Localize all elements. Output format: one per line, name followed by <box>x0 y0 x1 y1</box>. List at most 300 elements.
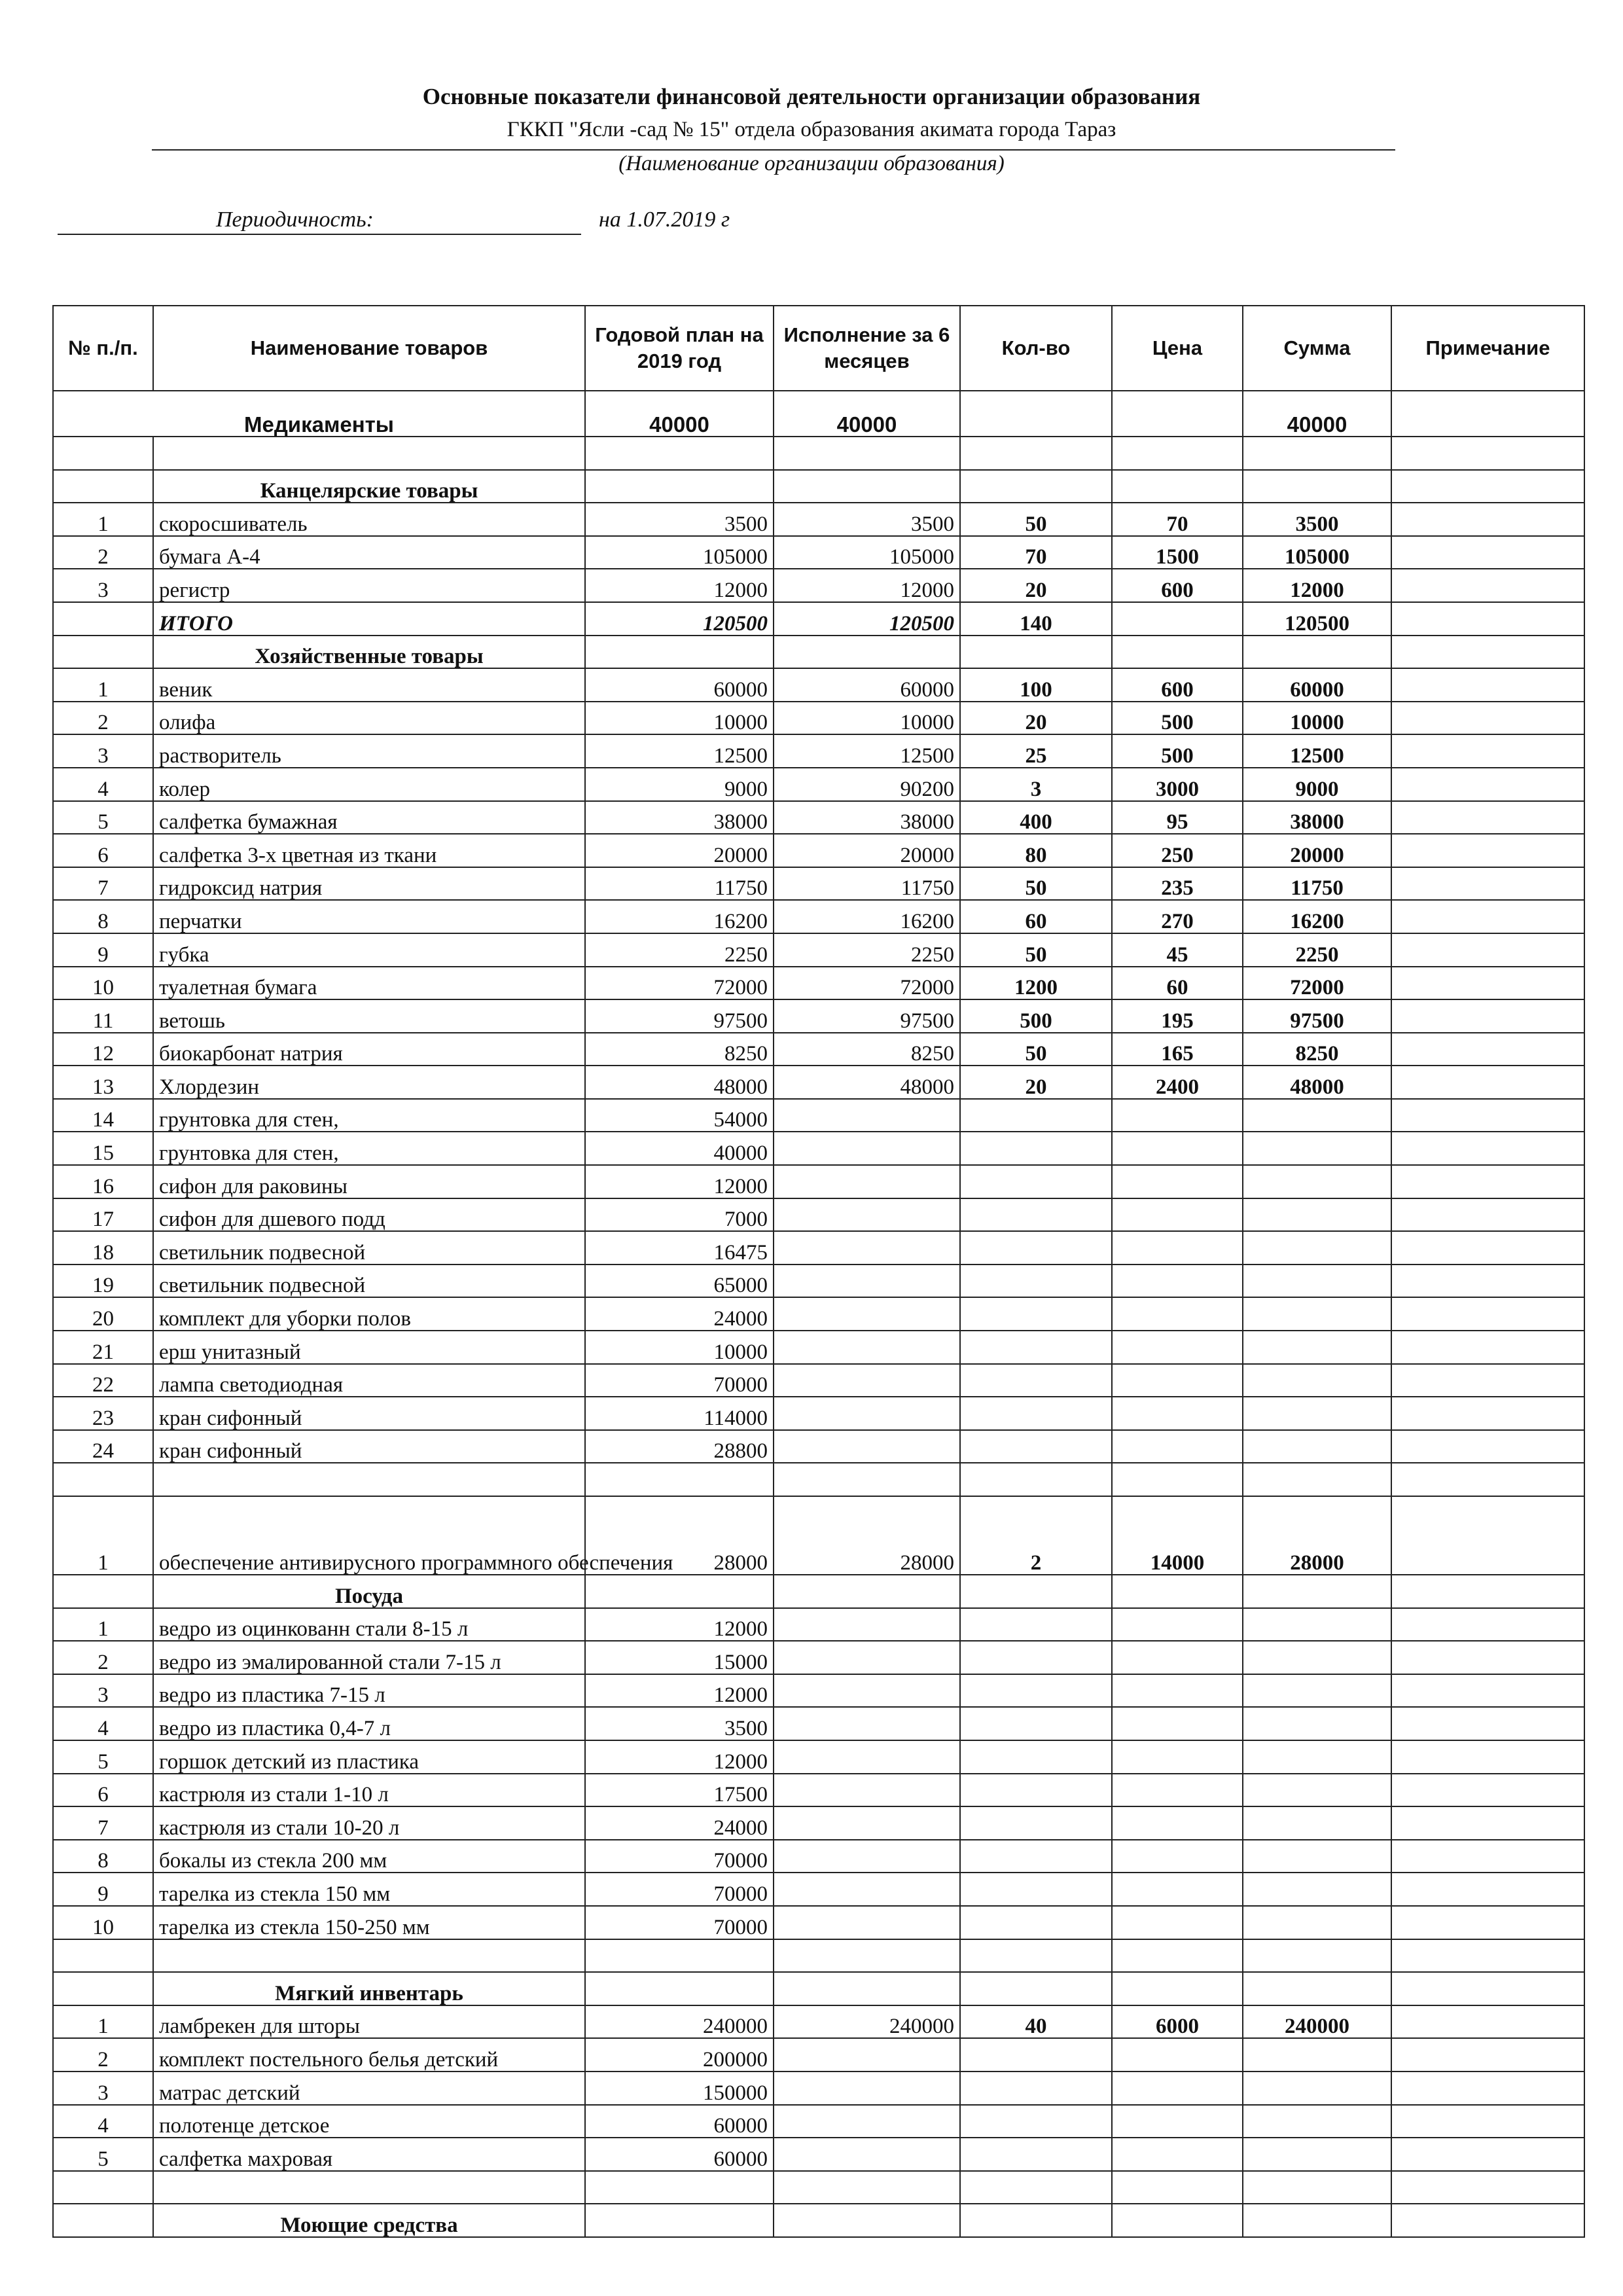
table-row <box>53 1198 1584 1232</box>
exec-value: 48000 <box>774 1066 960 1099</box>
sum-value: 12000 <box>1243 569 1391 602</box>
price-value: 250 <box>1112 834 1243 867</box>
row-number: 3 <box>53 734 153 768</box>
note-cell <box>1391 1674 1584 1708</box>
section-title: Посуда <box>153 1575 585 1608</box>
total-plan: 120500 <box>585 602 774 636</box>
exec-value <box>774 1165 960 1198</box>
total-sum: 120500 <box>1243 602 1391 636</box>
cell <box>960 1939 1112 1973</box>
plan-value: 15000 <box>585 1641 774 1674</box>
qty-value: 50 <box>960 503 1112 536</box>
plan-value: 72000 <box>585 967 774 1000</box>
cell <box>1243 470 1391 503</box>
price-value <box>1112 1364 1243 1397</box>
plan-value: 70000 <box>585 1364 774 1397</box>
exec-value <box>774 1740 960 1774</box>
plan-value: 105000 <box>585 536 774 569</box>
row-number: 3 <box>53 2072 153 2105</box>
total-label: ИТОГО <box>153 602 585 636</box>
exec-value <box>774 1674 960 1708</box>
cell <box>585 1939 774 1973</box>
note-cell <box>1391 1331 1584 1364</box>
sum-value <box>1243 1806 1391 1840</box>
cell <box>1243 1972 1391 2005</box>
section-title: Мягкий инвентарь <box>153 1972 585 2005</box>
price-value <box>1112 1906 1243 1939</box>
price-value <box>1112 1608 1243 1641</box>
item-name: грунтовка для стен, <box>153 1099 585 1132</box>
sum-value: 97500 <box>1243 999 1391 1033</box>
sum-value: 12500 <box>1243 734 1391 768</box>
sum-value <box>1243 2138 1391 2171</box>
plan-value: 10000 <box>585 702 774 735</box>
qty-value: 3 <box>960 768 1112 801</box>
row-number: 8 <box>53 900 153 933</box>
exec-value: 28000 <box>774 1496 960 1575</box>
exec-value <box>774 1873 960 1906</box>
item-name: губка <box>153 933 585 967</box>
table-row <box>53 933 1584 967</box>
cell <box>585 1972 774 2005</box>
qty-value <box>960 2038 1112 2072</box>
plan-value: 16200 <box>585 900 774 933</box>
cell <box>774 2204 960 2237</box>
plan-value: 24000 <box>585 1806 774 1840</box>
qty-value: 60 <box>960 900 1112 933</box>
table-row <box>53 702 1584 735</box>
cell <box>960 1972 1112 2005</box>
plan-value: 11750 <box>585 867 774 901</box>
table-row <box>53 1608 1584 1641</box>
row-number: 2 <box>53 536 153 569</box>
sum-value <box>1243 1430 1391 1463</box>
sum-value <box>1243 2038 1391 2072</box>
table-row <box>53 1165 1584 1198</box>
item-name: ламбрекен для шторы <box>153 2005 585 2039</box>
qty-value: 1200 <box>960 967 1112 1000</box>
qty-value: 70 <box>960 536 1112 569</box>
section-header-row <box>53 636 1584 669</box>
qty-value <box>960 1231 1112 1265</box>
table-row <box>53 2005 1584 2039</box>
exec-value <box>774 1397 960 1430</box>
row-number: 5 <box>53 2138 153 2171</box>
price-value <box>1112 1265 1243 1298</box>
table-row <box>53 1033 1584 1066</box>
row-number: 24 <box>53 1430 153 1463</box>
qty-value <box>960 1265 1112 1298</box>
note-cell <box>1391 999 1584 1033</box>
column-header: Исполнение за 6 месяцев <box>774 306 960 391</box>
row-number: 12 <box>53 1033 153 1066</box>
table-body <box>53 391 1584 2237</box>
item-name: ведро из пластика 0,4-7 л <box>153 1707 585 1740</box>
exec-value: 12000 <box>774 569 960 602</box>
column-header: Кол-во <box>960 306 1112 391</box>
cell <box>585 470 774 503</box>
item-name: тарелка из стекла 150 мм <box>153 1873 585 1906</box>
row-number: 21 <box>53 1331 153 1364</box>
cell <box>960 391 1112 437</box>
price-value: 95 <box>1112 801 1243 834</box>
table-row <box>53 2072 1584 2105</box>
cell <box>1391 2204 1584 2237</box>
plan-value: 20000 <box>585 834 774 867</box>
cell <box>53 470 153 503</box>
medicaments-sum: 40000 <box>1243 391 1391 437</box>
sum-value <box>1243 2072 1391 2105</box>
cell <box>960 636 1112 669</box>
note-cell <box>1391 1608 1584 1641</box>
note-cell <box>1391 734 1584 768</box>
table-row <box>53 1774 1584 1807</box>
sum-value <box>1243 1774 1391 1807</box>
note-cell <box>1391 768 1584 801</box>
note-cell <box>1391 1297 1584 1331</box>
qty-value <box>960 1707 1112 1740</box>
sum-value: 60000 <box>1243 668 1391 702</box>
item-name: светильник подвесной <box>153 1231 585 1265</box>
item-name: перчатки <box>153 900 585 933</box>
cell <box>53 602 153 636</box>
row-number: 10 <box>53 967 153 1000</box>
price-value <box>1112 1297 1243 1331</box>
note-cell <box>1391 1430 1584 1463</box>
row-number: 4 <box>53 768 153 801</box>
qty-value <box>960 1674 1112 1708</box>
row-number: 2 <box>53 1641 153 1674</box>
row-number: 22 <box>53 1364 153 1397</box>
row-number: 4 <box>53 2105 153 2138</box>
table-row <box>53 1707 1584 1740</box>
exec-value <box>774 2105 960 2138</box>
item-name: скоросшиватель <box>153 503 585 536</box>
price-value <box>1112 1740 1243 1774</box>
column-header: № п./п. <box>53 306 153 391</box>
note-cell <box>1391 1265 1584 1298</box>
price-value <box>1112 1099 1243 1132</box>
note-cell <box>1391 1873 1584 1906</box>
plan-value: 3500 <box>585 503 774 536</box>
sum-value: 2250 <box>1243 933 1391 967</box>
cell <box>960 1463 1112 1496</box>
row-number: 7 <box>53 1806 153 1840</box>
plan-value: 12000 <box>585 1165 774 1198</box>
qty-value <box>960 1740 1112 1774</box>
exec-value: 11750 <box>774 867 960 901</box>
note-cell <box>1391 1806 1584 1840</box>
exec-value <box>774 1774 960 1807</box>
section-header-row <box>53 1972 1584 2005</box>
exec-value <box>774 1132 960 1165</box>
plan-value: 48000 <box>585 1066 774 1099</box>
total-row <box>53 602 1584 636</box>
sum-value <box>1243 1740 1391 1774</box>
plan-value: 7000 <box>585 1198 774 1232</box>
plan-value: 3500 <box>585 1707 774 1740</box>
exec-value <box>774 1198 960 1232</box>
column-header: Годовой план на 2019 год <box>585 306 774 391</box>
cell <box>1112 636 1243 669</box>
note-cell <box>1391 1132 1584 1165</box>
sum-value <box>1243 1674 1391 1708</box>
sum-value: 20000 <box>1243 834 1391 867</box>
price-value: 14000 <box>1112 1496 1243 1575</box>
cell <box>1391 1972 1584 2005</box>
table-row <box>53 999 1584 1033</box>
plan-value: 60000 <box>585 2138 774 2171</box>
row-number: 1 <box>53 1496 153 1575</box>
price-value <box>1112 1231 1243 1265</box>
qty-value: 40 <box>960 2005 1112 2039</box>
row-number: 13 <box>53 1066 153 1099</box>
plan-value: 54000 <box>585 1099 774 1132</box>
sum-value <box>1243 1641 1391 1674</box>
note-cell <box>1391 834 1584 867</box>
cell <box>774 470 960 503</box>
section-header-row <box>53 2204 1584 2237</box>
row-number: 15 <box>53 1132 153 1165</box>
table-row <box>53 668 1584 702</box>
price-value <box>1112 1430 1243 1463</box>
sum-value <box>1243 1906 1391 1939</box>
cell <box>1391 602 1584 636</box>
note-cell <box>1391 1906 1584 1939</box>
price-value: 70 <box>1112 503 1243 536</box>
price-value: 235 <box>1112 867 1243 901</box>
cell <box>1391 636 1584 669</box>
item-name: комплект для уборки полов <box>153 1297 585 1331</box>
exec-value: 2250 <box>774 933 960 967</box>
cell <box>1243 636 1391 669</box>
sum-value: 28000 <box>1243 1496 1391 1575</box>
sum-value <box>1243 1397 1391 1430</box>
cell <box>1112 470 1243 503</box>
sum-value: 9000 <box>1243 768 1391 801</box>
cell <box>53 437 153 470</box>
cell <box>774 1463 960 1496</box>
exec-value <box>774 1707 960 1740</box>
note-cell <box>1391 503 1584 536</box>
price-value <box>1112 1132 1243 1165</box>
price-value: 165 <box>1112 1033 1243 1066</box>
cell <box>1391 470 1584 503</box>
section-title: Хозяйственные товары <box>153 636 585 669</box>
table-row <box>53 1364 1584 1397</box>
cell <box>1243 1463 1391 1496</box>
qty-value <box>960 1397 1112 1430</box>
plan-value: 8250 <box>585 1033 774 1066</box>
item-name: кастрюля из стали 10-20 л <box>153 1806 585 1840</box>
item-name: салфетка 3-х цветная из ткани <box>153 834 585 867</box>
row-number: 5 <box>53 1740 153 1774</box>
sum-value <box>1243 1132 1391 1165</box>
qty-value: 20 <box>960 702 1112 735</box>
note-cell <box>1391 1033 1584 1066</box>
exec-value <box>774 1364 960 1397</box>
plan-value: 12000 <box>585 1608 774 1641</box>
price-value <box>1112 2138 1243 2171</box>
sum-value <box>1243 1331 1391 1364</box>
note-cell <box>1391 967 1584 1000</box>
cell <box>1112 2171 1243 2204</box>
exec-value <box>774 2138 960 2171</box>
table-row <box>53 2138 1584 2171</box>
organization-name: ГККП "Ясли -сад № 15" отдела образования акимата города Тараз <box>507 118 1116 141</box>
qty-value: 25 <box>960 734 1112 768</box>
cell <box>585 2171 774 2204</box>
item-name: полотенце детское <box>153 2105 585 2138</box>
item-name: веник <box>153 668 585 702</box>
organization-caption: (Наименование организации образования) <box>618 152 1005 175</box>
table-row <box>53 1331 1584 1364</box>
qty-value <box>960 1906 1112 1939</box>
period-date: на 1.07.2019 г <box>599 207 730 232</box>
cell <box>53 636 153 669</box>
cell <box>774 636 960 669</box>
table-row <box>53 900 1584 933</box>
cell <box>960 470 1112 503</box>
medicaments-plan: 40000 <box>585 391 774 437</box>
section-header-row <box>53 1575 1584 1608</box>
note-cell <box>1391 1198 1584 1232</box>
price-value <box>1112 1674 1243 1708</box>
item-name: кран сифонный <box>153 1397 585 1430</box>
exec-value: 12500 <box>774 734 960 768</box>
item-name: биокарбонат натрия <box>153 1033 585 1066</box>
exec-value <box>774 1608 960 1641</box>
sum-value <box>1243 1165 1391 1198</box>
item-name: салфетка махровая <box>153 2138 585 2171</box>
item-name: матрас детский <box>153 2072 585 2105</box>
cell <box>585 636 774 669</box>
cell <box>1243 1575 1391 1608</box>
plan-value: 24000 <box>585 1297 774 1331</box>
exec-value <box>774 1430 960 1463</box>
qty-value <box>960 1165 1112 1198</box>
row-number: 1 <box>53 503 153 536</box>
sum-value: 48000 <box>1243 1066 1391 1099</box>
note-cell <box>1391 702 1584 735</box>
qty-value: 2 <box>960 1496 1112 1575</box>
price-value: 270 <box>1112 900 1243 933</box>
qty-value <box>960 1806 1112 1840</box>
table-row <box>53 1740 1584 1774</box>
note-cell <box>1391 2005 1584 2039</box>
cell <box>585 1463 774 1496</box>
sum-value: 240000 <box>1243 2005 1391 2039</box>
table-row <box>53 1641 1584 1674</box>
price-value <box>1112 1331 1243 1364</box>
note-cell <box>1391 801 1584 834</box>
exec-value <box>774 2072 960 2105</box>
qty-value <box>960 1840 1112 1873</box>
row-number: 3 <box>53 569 153 602</box>
qty-value: 80 <box>960 834 1112 867</box>
row-number: 4 <box>53 1707 153 1740</box>
price-value: 500 <box>1112 702 1243 735</box>
plan-value: 12000 <box>585 1674 774 1708</box>
period-underline <box>58 234 581 235</box>
sum-value <box>1243 1707 1391 1740</box>
item-name: обеспечение антивирусного программного обеспечения <box>153 1496 585 1575</box>
note-cell <box>1391 1740 1584 1774</box>
exec-value: 38000 <box>774 801 960 834</box>
table-row <box>53 1397 1584 1430</box>
row-number: 1 <box>53 668 153 702</box>
item-name: гидроксид натрия <box>153 867 585 901</box>
price-value: 600 <box>1112 668 1243 702</box>
table-row <box>53 967 1584 1000</box>
cell <box>585 2204 774 2237</box>
table-row <box>53 1806 1584 1840</box>
cell <box>153 1463 585 1496</box>
cell <box>53 1463 153 1496</box>
note-cell <box>1391 668 1584 702</box>
row-number: 23 <box>53 1397 153 1430</box>
note-cell <box>1391 933 1584 967</box>
qty-value: 50 <box>960 1033 1112 1066</box>
cell <box>1391 1575 1584 1608</box>
table-row <box>53 1496 1584 1575</box>
item-name: светильник подвесной <box>153 1265 585 1298</box>
note-cell <box>1391 1840 1584 1873</box>
cell <box>1243 1939 1391 1973</box>
sum-value <box>1243 1099 1391 1132</box>
medicaments-exec: 40000 <box>774 391 960 437</box>
row-number: 19 <box>53 1265 153 1298</box>
exec-value: 97500 <box>774 999 960 1033</box>
qty-value: 50 <box>960 867 1112 901</box>
note-cell <box>1391 2038 1584 2072</box>
exec-value: 90200 <box>774 768 960 801</box>
empty-row <box>53 437 1584 470</box>
item-name: ерш унитазный <box>153 1331 585 1364</box>
table-row <box>53 1873 1584 1906</box>
price-value <box>1112 1774 1243 1807</box>
qty-value <box>960 2105 1112 2138</box>
qty-value: 50 <box>960 933 1112 967</box>
cell <box>1391 437 1584 470</box>
sum-value <box>1243 1198 1391 1232</box>
plan-value: 9000 <box>585 768 774 801</box>
qty-value <box>960 1099 1112 1132</box>
plan-value: 70000 <box>585 1873 774 1906</box>
table-row <box>53 867 1584 901</box>
period-label: Периодичность: <box>216 207 374 232</box>
price-value <box>1112 1873 1243 1906</box>
cell <box>1112 1939 1243 1973</box>
exec-value: 72000 <box>774 967 960 1000</box>
table-row <box>53 1906 1584 1939</box>
plan-value: 12500 <box>585 734 774 768</box>
note-cell <box>1391 569 1584 602</box>
table-row <box>53 1297 1584 1331</box>
sum-value <box>1243 1297 1391 1331</box>
cell <box>1112 2204 1243 2237</box>
cell <box>1391 2171 1584 2204</box>
price-value: 2400 <box>1112 1066 1243 1099</box>
cell <box>1391 1939 1584 1973</box>
row-number: 9 <box>53 933 153 967</box>
qty-value <box>960 1430 1112 1463</box>
cell <box>1112 391 1243 437</box>
plan-value: 38000 <box>585 801 774 834</box>
column-header: Примечание <box>1391 306 1584 391</box>
total-qty: 140 <box>960 602 1112 636</box>
qty-value <box>960 1198 1112 1232</box>
